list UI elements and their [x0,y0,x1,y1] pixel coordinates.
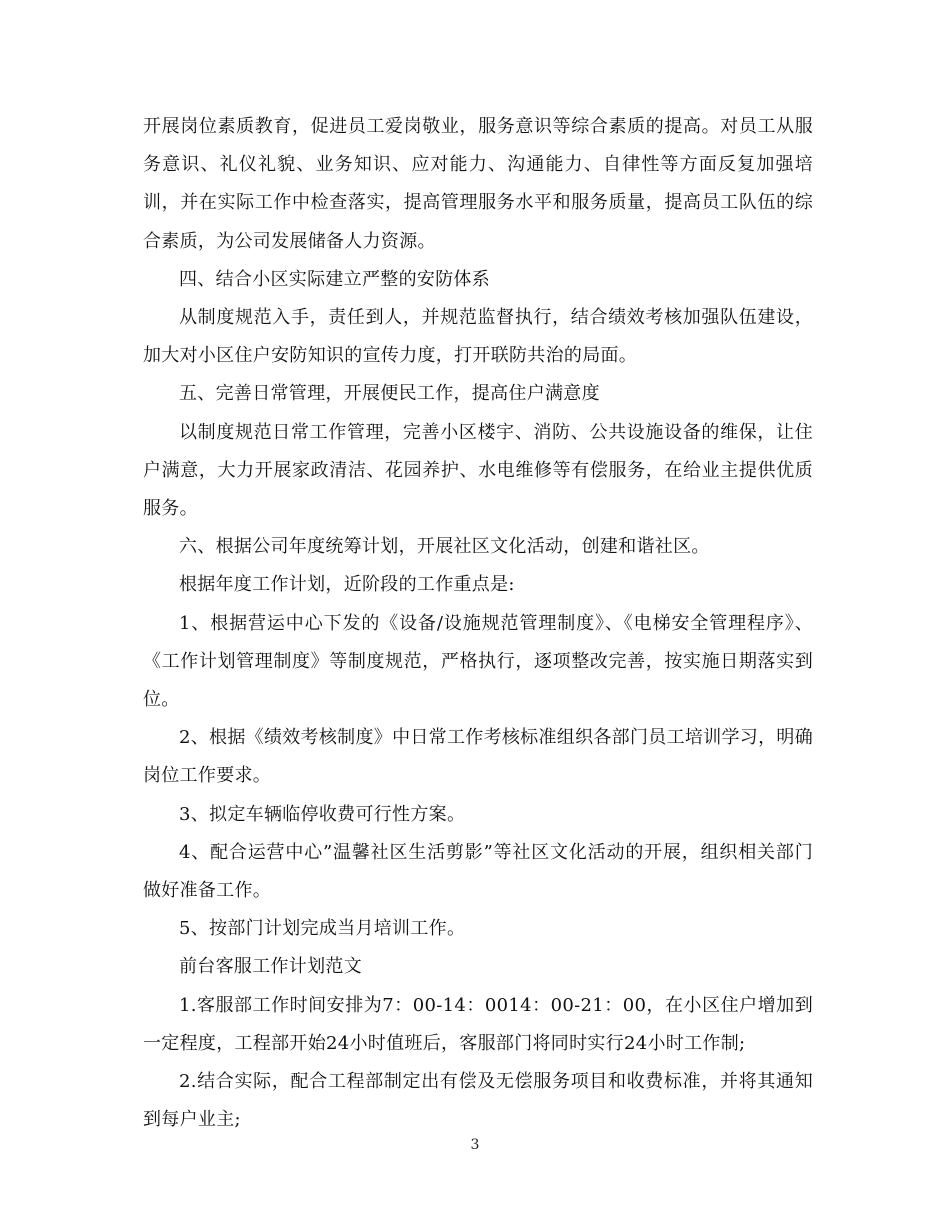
list-item-3: 3、拟定车辆临停收费可行性方案。 [179,803,466,825]
heading-security-system: 四、结合小区实际建立严整的安防体系 [179,268,491,290]
list-item-2: 2、根据《绩效考核制度》中日常工作考核标准组织各部门员工培训学习，明确岗位工作要求。 [143,727,813,787]
document-body [143,108,813,1139]
paragraph-daily-management: 以制度规范日常工作管理，完善小区楼宇、消防、公共设施设备的维保，让住户满意，大力开展家政清洁、花园养护、水电维修等有偿服务，在给业主提供优质服务。 [143,421,813,520]
list-item-1: 1、根据营运中心下发的《设备/设施规范管理制度》、《电梯安全管理程序》、《工作计划管理制度》等制度规范，严格执行，逐项整改完善，按实施日期落实到位。 [143,612,813,711]
paragraph-work-focus-intro: 根据年度工作计划，近阶段的工作重点是: [179,574,515,596]
paragraph-staff-training: 开展岗位素质教育，促进员工爱岗敬业，服务意识等综合素质的提高。对员工从服务意识、礼仪礼貌、业务知识、应对能力、沟通能力、自律性等方面反复加强培训，并在实际工作中检查落实，提高管理服务水平和服务质量，提高员工队伍的综合素质，为公司发展储备人力资源。 [143,116,813,252]
page-number: 3 [470,1137,480,1153]
section-title-front-desk: 前台客服工作计划范文 [179,956,362,978]
plan-item-1: 1.客服部工作时间安排为7：00-14：0014：00-21：00，在小区住户增加到一定程度，工程部开始24小时值班后，客服部门将同时实行24小时工作制; [143,994,813,1054]
heading-daily-management: 五、完善日常管理，开展便民工作，提高住户满意度 [179,383,600,405]
list-item-5: 5、按部门计划完成当月培训工作。 [179,918,466,940]
list-item-4: 4、配合运营中心”温馨社区生活剪影”等社区文化活动的开展，组织相关部门做好准备工作。 [143,841,813,902]
paragraph-security-system: 从制度规范入手，责任到人，并规范监督执行，结合绩效考核加强队伍建设，加大对小区住户安防知识的宣传力度，打开联防共治的局面。 [143,307,813,367]
plan-item-2: 2.结合实际，配合工程部制定出有偿及无偿服务项目和收费标准，并将其通知到每户业主; [143,1071,813,1131]
heading-community-culture: 六、根据公司年度统筹计划，开展社区文化活动，创建和谐社区。 [179,536,710,558]
